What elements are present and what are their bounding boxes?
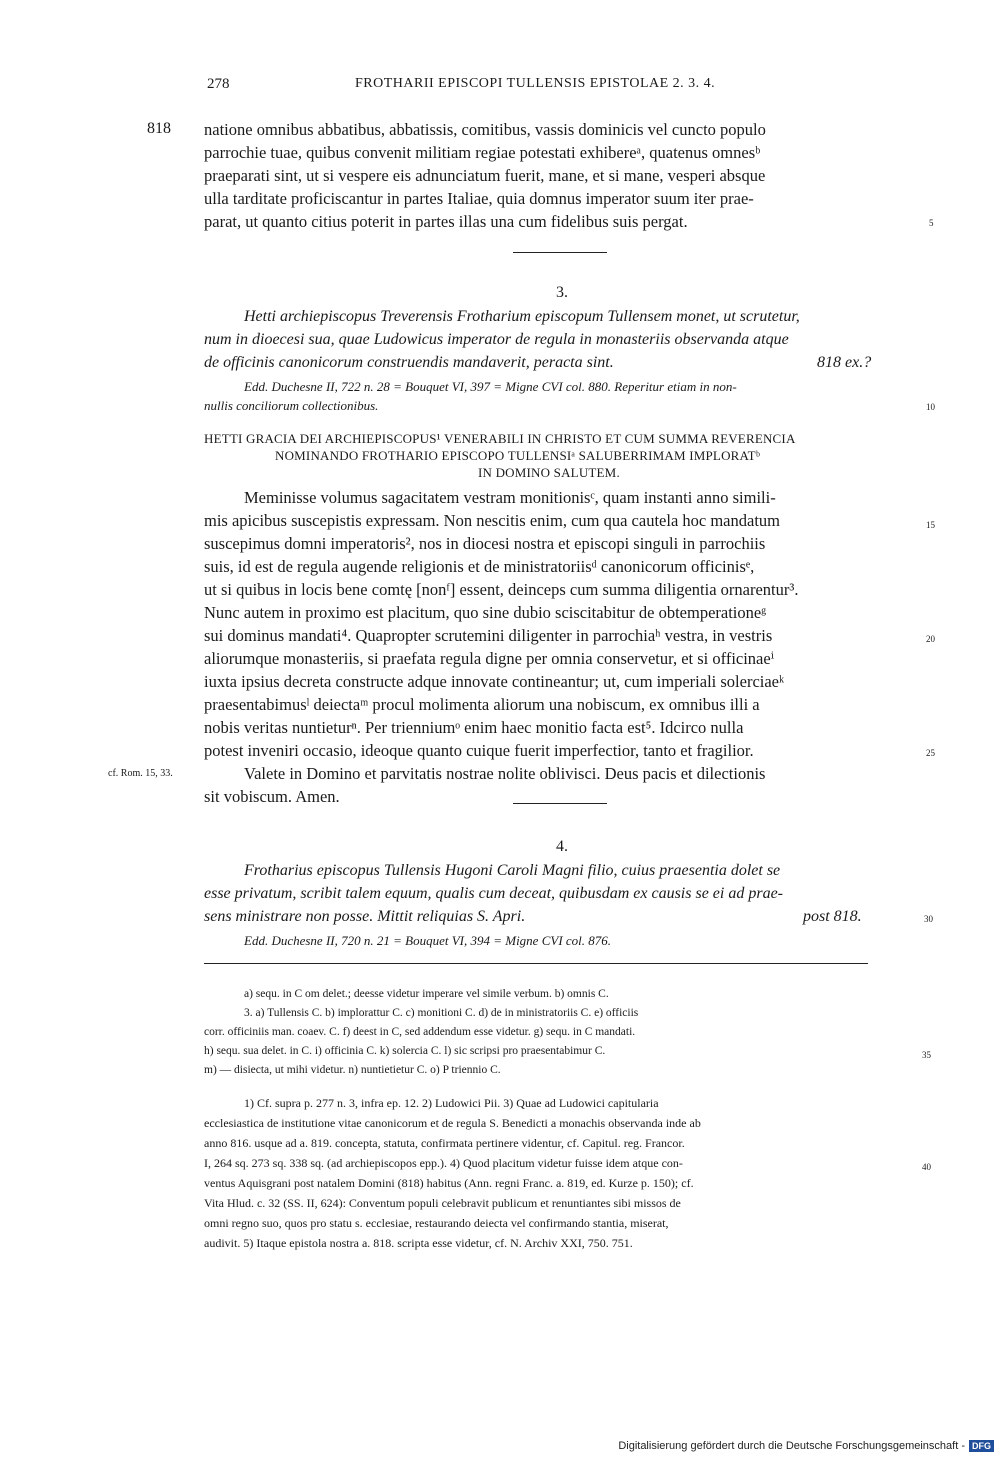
footnote-line: I, 264 sq. 273 sq. 338 sq. (ad archiepiscopos epp.). 4) Quod placitum videtur fuisse idem atque con- [204,1156,683,1170]
letter-summary-line: Frotharius episcopus Tullensis Hugoni Caroli Magni filio, cuius praesentia dolet se [244,862,781,879]
footnote-line: h) sequ. sua delet. in C. i) officinia C. k) solercia C. l) sic scripsi pro praesentabimur C. [204,1045,606,1057]
letter-summary-line: sens ministrare non posse. Mittit reliquias S. Apri. [204,908,526,925]
digitization-credit-text: Digitalisierung gefördert durch die Deutsche Forschungsgemeinschaft - [618,1440,965,1452]
footnote-line: m) — disiecta, ut mihi videtur. n) nuntietietur C. o) P triennio C. [204,1064,501,1076]
footnote-line: ventus Aquisgrani post natalem Domini (818) habitus (Ann. regni Franc. a. 819, ed. Kurze p. 150); cf. [204,1176,694,1190]
text-line: Meminisse volumus sagacitatem vestram monitionisᶜ, quam instanti anno simili- [244,488,776,507]
footnote-line: corr. officiniis man. coaev. C. f) deest in C, sed addendum esse videtur. g) sequ. in C mandati. [204,1026,636,1038]
text-line: natione omnibus abbatibus, abbatissis, comitibus, vassis dominicis vel cuncto populo [204,120,766,139]
text-line: Nunc autem in proximo est placitum, quo sine dubio sciscitabitur de obtemperationeᵍ [204,603,767,622]
footnote-line: ecclesiastica de institutione vitae canonicorum et de regula S. Benedicti a monachis observanda inde ab [204,1116,701,1130]
line-number: 5 [929,218,934,228]
footnote-line: 3. a) Tullensis C. b) implorattur C. c) monitioni C. d) de in ministratoriis C. e) officiis [244,1007,639,1019]
letter-number: 4. [556,838,568,855]
line-number: 30 [924,914,933,924]
line-number: 40 [922,1162,931,1172]
edition-line: nullis conciliorum collectionibus. [204,398,379,413]
footnote-line: audivit. 5) Itaque epistola nostra a. 818. scripta esse videtur, cf. N. Archiv XXI, 750. 751. [204,1236,633,1250]
salutation-line: HETTI GRACIA DEI ARCHIEPISCOPUS¹ VENERABILI IN CHRISTO ET CUM SUMMA REVERENCIA [204,431,796,446]
digitization-credit [618,1440,994,1452]
text-line: iuxta ipsius decreta constructe adque innovate contineantur; ut, cum imperiali solerciaeᵏ [204,672,785,691]
text-line: praesentabimusˡ deiectaᵐ procul molimenta aliorum una nobiscum, ex omnibus illi a [204,695,760,714]
text-line: mis apicibus suscepistis expressam. Non nescitis enim, cum qua cautela hoc mandatum [204,511,780,530]
text-line: potest inveniri occasio, ideoque quanto cuique fuerit imperfectior, tanto et fragilior. [204,741,754,760]
letter-summary-line: num in dioecesi sua, quae Ludowicus imperator de regula in monasteriis observanda atque [204,331,789,348]
section-divider [513,803,607,804]
letter-summary-line: esse privatum, scribit talem equum, qualis cum deceat, quibusdam ex causis se ei ad prae- [204,885,784,902]
page-number: 278 [207,76,230,92]
text-line: suis, id est de regula augende religionis et de ministratoriisᵈ canonicorum officinisᵉ, [204,557,755,576]
text-line: ulla tarditate proficiscantur in partes Italiae, quia domnus imperator suum iter prae- [204,189,754,208]
dfg-logo: DFG [969,1440,994,1452]
edition-line: Edd. Duchesne II, 720 n. 21 = Bouquet VI, 394 = Migne CVI col. 876. [244,933,612,948]
text-line: aliorumque monasteriis, si praefata regula digne per omnia conservetur, et si officinaeⁱ [204,649,775,668]
salutation-line: IN DOMINO SALUTEM. [478,465,620,480]
letter-number: 3. [556,284,568,301]
salutation-line: NOMINANDO FROTHARIO EPISCOPO TULLENSIᵃ SALUBERRIMAM IMPLORATᵇ [275,448,761,463]
footnote-line: 1) Cf. supra p. 277 n. 3, infra ep. 12. 2) Ludowici Pii. 3) Quae ad Ludowici capitularia [244,1096,659,1110]
text-line: sui dominus mandati⁴. Quapropter scrutemini diligenter in parrochiaʰ vestra, in vestris [204,626,773,645]
text-line: Valete in Domino et parvitatis nostrae nolite oblivisci. Deus pacis et dilectionis [244,764,766,783]
text-line: parrochie tuae, quibus convenit militiam regiae potestati exhibereᵃ, quatenus omnesᵇ [204,143,761,162]
letter-date: post 818. [803,908,862,925]
line-number: 20 [926,634,935,644]
letter-summary-line: de officinis canonicorum construendis mandaverit, peracta sint. [204,354,614,371]
footnote-line: anno 816. usque ad a. 819. concepta, statuta, confirmata pertinere videntur, cf. Capitul. reg. Francor. [204,1136,685,1150]
line-number: 15 [926,520,935,530]
footnote-line: omni regno suo, quos pro statu s. ecclesiae, restaurando deiecta vel confirmando stantia, miserat, [204,1216,669,1230]
letter-date: 818 ex.? [817,354,872,371]
line-number: 10 [926,402,935,412]
letter-summary-line: Hetti archiepiscopus Treverensis Frotharium episcopum Tullensem monet, ut scrutetur, [244,308,800,325]
section-divider [513,252,607,253]
edition-line: Edd. Duchesne II, 722 n. 28 = Bouquet VI, 397 = Migne CVI col. 880. Reperitur etiam in non- [244,379,737,394]
year-marker: 818 [147,120,171,137]
text-line: ut si quibus in locis bene comtę [nonᶠ] essent, deinceps cum summa diligentia ornarentur³. [204,580,799,599]
margin-reference: cf. Rom. 15, 33. [108,768,173,779]
text-line: nobis veritas nuntieturⁿ. Per trienniumᵒ enim haec monitio facta est⁵. Idcirco nulla [204,718,744,737]
text-line: praeparati sint, ut si vespere eis adnunciatum fuerit, mane, et si mane, vesperi absque [204,166,766,185]
footnote-line: a) sequ. in C om delet.; deesse videtur imperare vel simile verbum. b) omnis C. [244,988,609,1000]
line-number: 25 [926,748,935,758]
footnote-line: Vita Hlud. c. 32 (SS. II, 624): Conventum populi celebravit publicum et renuntiantes sibi missos de [204,1196,681,1210]
footnote-separator [204,963,868,964]
text-line: suscepimus domni imperatoris², nos in diocesi nostra et episcopi singuli in parrochiis [204,534,766,553]
text-line: sit vobiscum. Amen. [204,787,340,806]
running-title: FROTHARII EPISCOPI TULLENSIS EPISTOLAE 2. 3. 4. [355,76,716,91]
line-number: 35 [922,1050,931,1060]
text-line: parat, ut quanto citius poterit in partes illas una cum fidelibus suis pergat. [204,212,688,231]
